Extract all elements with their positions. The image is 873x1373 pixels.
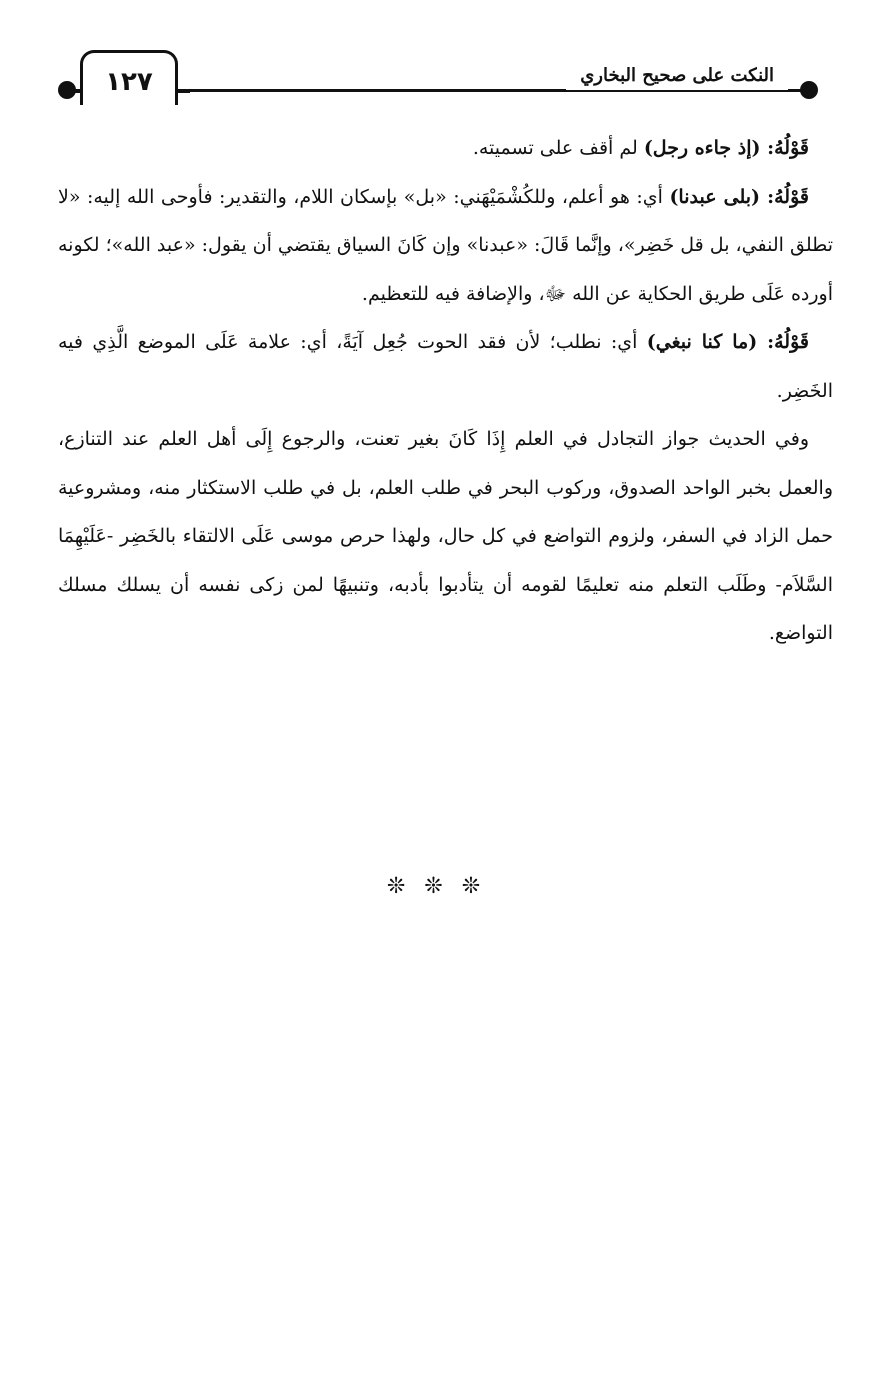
page-number: ١٢٧ [80, 50, 178, 105]
paragraph [58, 415, 833, 658]
paragraph [58, 318, 833, 415]
paragraph-lead: قَوْلُهُ: (ما كنا نبغي) [646, 331, 809, 353]
right-dot-ornament [800, 81, 818, 99]
paragraph-text: وفي الحديث جواز التجادل في العلم إِذَا كَانَ بغير تعنت، والرجوع إِلَى أهل العلم عند التنازع، والعمل بخبر الواحد الصدوق، وركوب البحر في طلب العلم، بل في طلب الاستكثار منه، ومشروعية حمل الزاد في السفر، ولزوم التواضع في كل حال، ولهذا حرص موسى عَلَى الالتقاء بالخَضِر -عَلَيْهِمَا السَّلاَم- وطَلَب التعلم منه تعليمًا لقومه أن يتأدبوا بأدبه، وتنبيهًا لمن زكى نفسه أن يسلك مسلك التواضع. [58, 428, 833, 644]
paragraph-text: أي: نطلب؛ لأن فقد الحوت جُعِل آيَةً، أي: علامة عَلَى الموضع الَّذِي فيه الخَضِر. [58, 331, 833, 402]
paragraph-lead: قَوْلُهُ: (بلى عبدنا) [669, 185, 809, 208]
paragraph [58, 124, 833, 173]
section-separator: ❊ ❊ ❊ [386, 874, 487, 899]
paragraph-lead: قَوْلُهُ: (إذ جاءه رجل) [643, 137, 809, 159]
page-header [58, 50, 818, 120]
paragraph [58, 173, 833, 319]
running-title: النكت على صحيح البخاري [566, 62, 788, 90]
paragraph-text: لم أقف على تسميته. [472, 137, 644, 159]
paragraph-text: أي: هو أعلم، وللكُشْمَيْهَني: «بل» بإسكان اللام، والتقدير: فأوحى الله إليه: «لا تطلق النفي، بل قل خَضِر»، وإنَّما قَالَ: «عبدنا» وإن كَانَ السياق يقتضي أن يقول: «عبد الله»؛ لكونه أورده عَلَى طريق الحكاية عن الله ﷻ، والإضافة فيه للتعظيم. [58, 185, 833, 305]
main-text [58, 124, 833, 658]
